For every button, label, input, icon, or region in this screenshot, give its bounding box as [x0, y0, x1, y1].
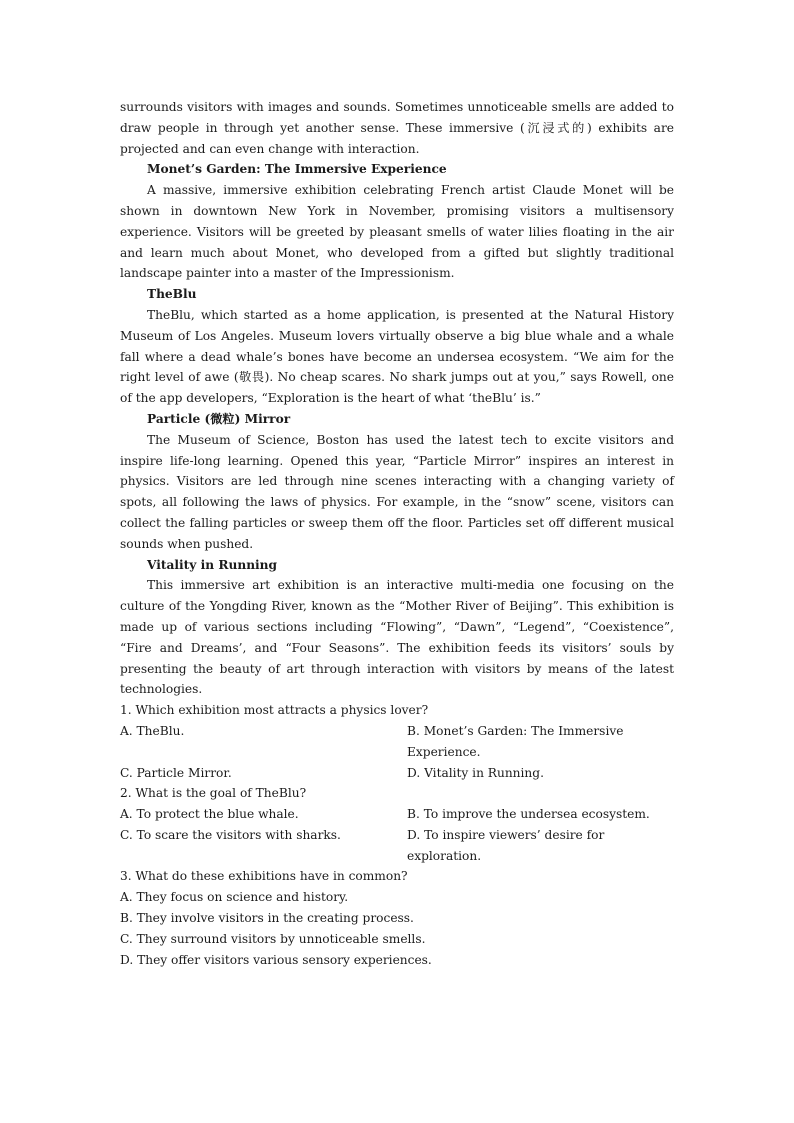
question-stem: 3. What do these exhibitions have in common?	[120, 869, 408, 884]
document-page	[120, 97, 674, 970]
option-c: C. They surround visitors by unnoticeable smells.	[120, 931, 426, 946]
question-1	[120, 700, 674, 783]
section-theblu	[120, 284, 674, 409]
section-body: TheBlu, which started as a home application, is presented at the Natural History Museum of Los Angeles. Museum lovers virtually observe a big blue whale and a whale fall where a dead whale’s bones have become an undersea ecosystem. “We aim for the right level of awe (敬畏). No cheap scares. No shark jumps out at you,” says Rowell, one of the app developers, “Exploration is the heart of what ‘theBlu’ is.”	[120, 307, 674, 406]
section-title: Monet’s Garden: The Immersive Experience	[147, 162, 447, 177]
option-a: A. TheBlu.	[120, 723, 185, 738]
option-b: B. Monet’s Garden: The Immersive Experience.	[407, 723, 624, 759]
section-particle-mirror	[120, 409, 674, 555]
option-c: C. To scare the visitors with sharks.	[120, 827, 341, 842]
option-d: D. They offer visitors various sensory experiences.	[120, 952, 432, 967]
section-monet	[120, 159, 674, 284]
option-d: D. Vitality in Running.	[407, 765, 544, 780]
section-vitality	[120, 555, 674, 701]
section-title: Particle (微粒) Mirror	[147, 411, 291, 426]
option-b: B. To improve the undersea ecosystem.	[407, 807, 650, 822]
section-title: TheBlu	[147, 287, 197, 302]
section-body: The Museum of Science, Boston has used the latest tech to excite visitors and inspire life-long learning. Opened this year, “Particle Mirror” inspires an interest in physics. Visitors are led through nine scenes interacting with a changing variety of spots, all following the laws of physics. For example, in the “snow” scene, visitors can collect the falling particles or sweep them off the floor. Particles set off different musical sounds when pushed.	[120, 432, 674, 551]
option-b: B. They involve visitors in the creating process.	[120, 911, 414, 926]
question-2	[120, 783, 674, 866]
option-d: D. To inspire viewers’ desire for exploration.	[407, 827, 605, 863]
options-grid	[120, 804, 674, 866]
intro-paragraph: surrounds visitors with images and sounds. Sometimes unnoticeable smells are added to draw people in through yet another sense. These immersive (沉浸式的) exhibits are projected and can even change with interaction.	[120, 100, 674, 156]
question-stem: 2. What is the goal of TheBlu?	[120, 786, 307, 801]
question-stem: 1. Which exhibition most attracts a physics lover?	[120, 703, 429, 718]
section-title: Vitality in Running	[147, 557, 278, 572]
section-body: This immersive art exhibition is an interactive multi-media one focusing on the culture of the Yongding River, known as the “Mother River of Beijing”. This exhibition is made up of various sections including “Flowing”, “Dawn”, “Legend”, “Coexistence”, “Fire and Dreams’, and “Four Seasons”. The exhibition feeds its visitors’ souls by presenting the beauty of art through interaction with visitors by means of the latest technologies.	[120, 578, 674, 697]
option-c: C. Particle Mirror.	[120, 765, 232, 780]
question-3	[120, 866, 674, 970]
option-a: A. To protect the blue whale.	[120, 807, 299, 822]
options-grid	[120, 721, 674, 783]
section-body: A massive, immersive exhibition celebrating French artist Claude Monet will be shown in downtown New York in November, promising visitors a multisensory experience. Visitors will be greeted by pleasant smells of water lilies floating in the air and learn much about Monet, who developed from a gifted but slightly traditional landscape painter into a master of the Impressionism.	[120, 183, 674, 281]
option-a: A. They focus on science and history.	[120, 890, 349, 905]
